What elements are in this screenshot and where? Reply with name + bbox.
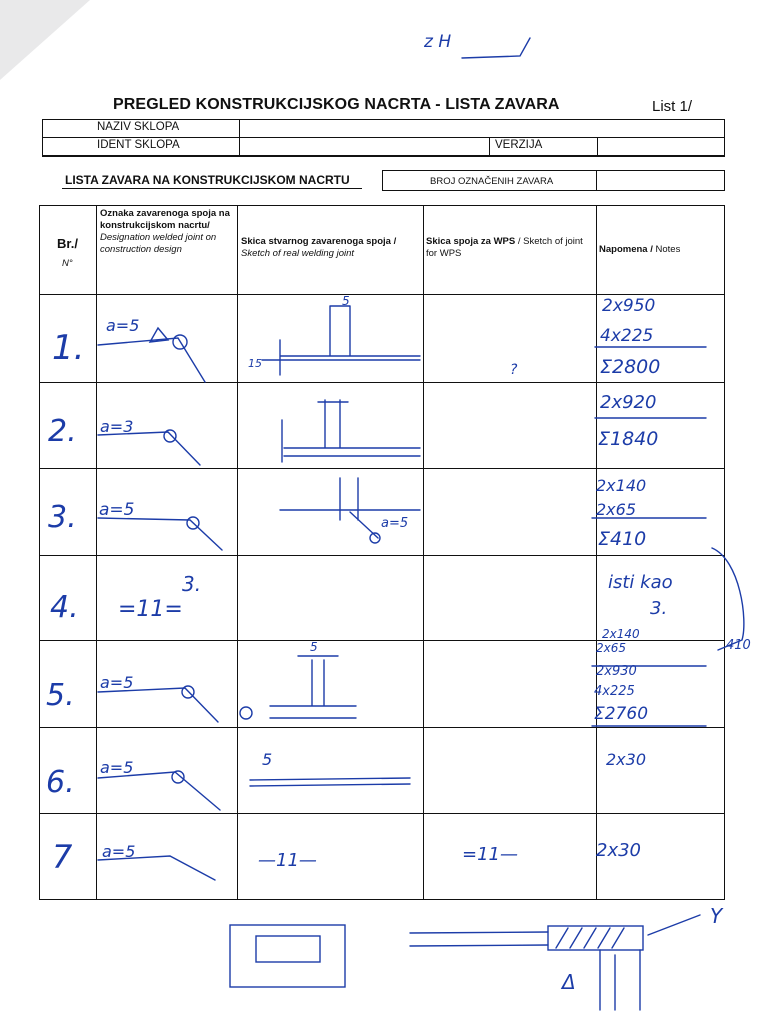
- bottom-mark: Y: [710, 904, 723, 928]
- verzija-label: VERZIJA: [495, 139, 543, 151]
- ident-label: IDENT SKLOPA: [97, 139, 180, 151]
- weld-leader-7: [98, 856, 215, 880]
- note-line: 2x65: [596, 500, 637, 519]
- notes-rest: Notes: [655, 244, 681, 255]
- sketch-italic: Sketch of real welding joint: [241, 248, 355, 259]
- note-line: Σ2760: [594, 704, 649, 724]
- row-number: 5.: [46, 678, 75, 713]
- designation-bold: Oznaka zavarenoga spoja na konstrukcijskom nacrtu/: [100, 208, 230, 231]
- sketch-6: [250, 778, 410, 786]
- note-line: 4x225: [594, 684, 635, 699]
- sketch-2: [282, 400, 420, 462]
- designation-top: 3.: [182, 572, 202, 596]
- wps-text: =11—: [462, 844, 518, 865]
- note-line: 2x30: [606, 750, 647, 769]
- wps-text: ?: [510, 362, 518, 378]
- designation-weld: a=3: [100, 417, 134, 436]
- handwritten-top-note: z H: [424, 32, 452, 52]
- sketch-dimension: 5: [310, 640, 318, 654]
- designation-weld: a=5: [100, 758, 134, 777]
- designation-italic: Designation welded joint on construction design: [100, 232, 217, 255]
- notes-bold: Napomena /: [599, 244, 653, 255]
- note-line: 2x140: [602, 627, 640, 641]
- note-line: 2x930: [596, 664, 637, 679]
- row-number: 2.: [48, 414, 77, 449]
- designation-weld: a=5: [102, 842, 136, 861]
- side-arrow: [712, 548, 744, 650]
- bottom-hatch: [556, 928, 624, 948]
- note-line: 2x65: [596, 641, 627, 655]
- row-number: 6.: [46, 765, 75, 800]
- note-line: 4x225: [600, 326, 654, 346]
- broj-label: BROJ OZNAČENIH ZAVARA: [430, 176, 554, 187]
- sketch-dimension: 5: [342, 294, 350, 308]
- sketch-1: [262, 306, 420, 375]
- note-line: 2x920: [600, 392, 657, 413]
- bottom-arrow: [648, 915, 700, 935]
- sketch-3: [280, 478, 420, 538]
- note-line: 2x950: [602, 296, 656, 316]
- note-line: Σ2800: [600, 356, 661, 378]
- bottom-rect-inner: [256, 936, 320, 962]
- weld-leader-3: [98, 518, 222, 550]
- weld-leader-2: [98, 432, 200, 465]
- note-line: 2x140: [596, 476, 647, 495]
- list-number: List 1/: [652, 98, 693, 115]
- designation-weld: =11=: [118, 597, 183, 622]
- weld-leader-1: [98, 338, 205, 382]
- note-line: isti kao: [608, 572, 673, 593]
- bottom-rect-outer: [230, 925, 345, 987]
- side-note: 410: [726, 638, 751, 653]
- row-number: 1.: [52, 328, 85, 368]
- sketch-dimension: 5: [262, 750, 273, 769]
- weld-circle-6: [172, 771, 184, 783]
- row-number: 3.: [48, 500, 77, 535]
- note-underline-5: [592, 666, 706, 726]
- naziv-label: NAZIV SKLOPA: [97, 121, 180, 133]
- designation-weld: a=5: [106, 316, 140, 335]
- sketch-dimension: 15: [248, 357, 262, 370]
- wps-bold: Skica spoja za WPS: [426, 236, 516, 247]
- bottom-lines: [410, 932, 548, 946]
- note-line: 3.: [650, 598, 668, 619]
- weld-leader-6: [98, 772, 220, 810]
- col-no-header: Br./: [57, 236, 78, 251]
- row-number: 7: [52, 838, 73, 876]
- sketch-circle-5: [240, 707, 252, 719]
- col-no-sub: N°: [62, 258, 73, 269]
- bottom-vertical-plate: [600, 950, 640, 1010]
- section-subtitle: LISTA ZAVARA NA KONSTRUKCIJSKOM NACRTU: [65, 173, 350, 187]
- weld-circle-2: [164, 430, 176, 442]
- note-line: 2x30: [596, 840, 642, 861]
- sketch-dimension: a=5: [381, 516, 409, 531]
- designation-weld: a=5: [100, 673, 134, 692]
- document-title: PREGLED KONSTRUKCIJSKOG NACRTA - LISTA ZAVARA: [113, 96, 560, 113]
- sketch-text: —11—: [258, 850, 317, 871]
- sketch-bold: Skica stvarnog zavarenoga spoja /: [241, 236, 397, 247]
- bottom-mark: Δ: [562, 970, 576, 994]
- note-line: Σ410: [598, 528, 647, 550]
- wps-rest: / Sketch of joint for WPS: [426, 236, 583, 259]
- weld-leader-5: [98, 688, 218, 722]
- sketch-5: [270, 656, 356, 718]
- row-number: 4.: [50, 590, 79, 625]
- top-arrow-stroke: [462, 38, 530, 58]
- note-line: Σ1840: [598, 428, 659, 450]
- designation-weld: a=5: [99, 500, 135, 520]
